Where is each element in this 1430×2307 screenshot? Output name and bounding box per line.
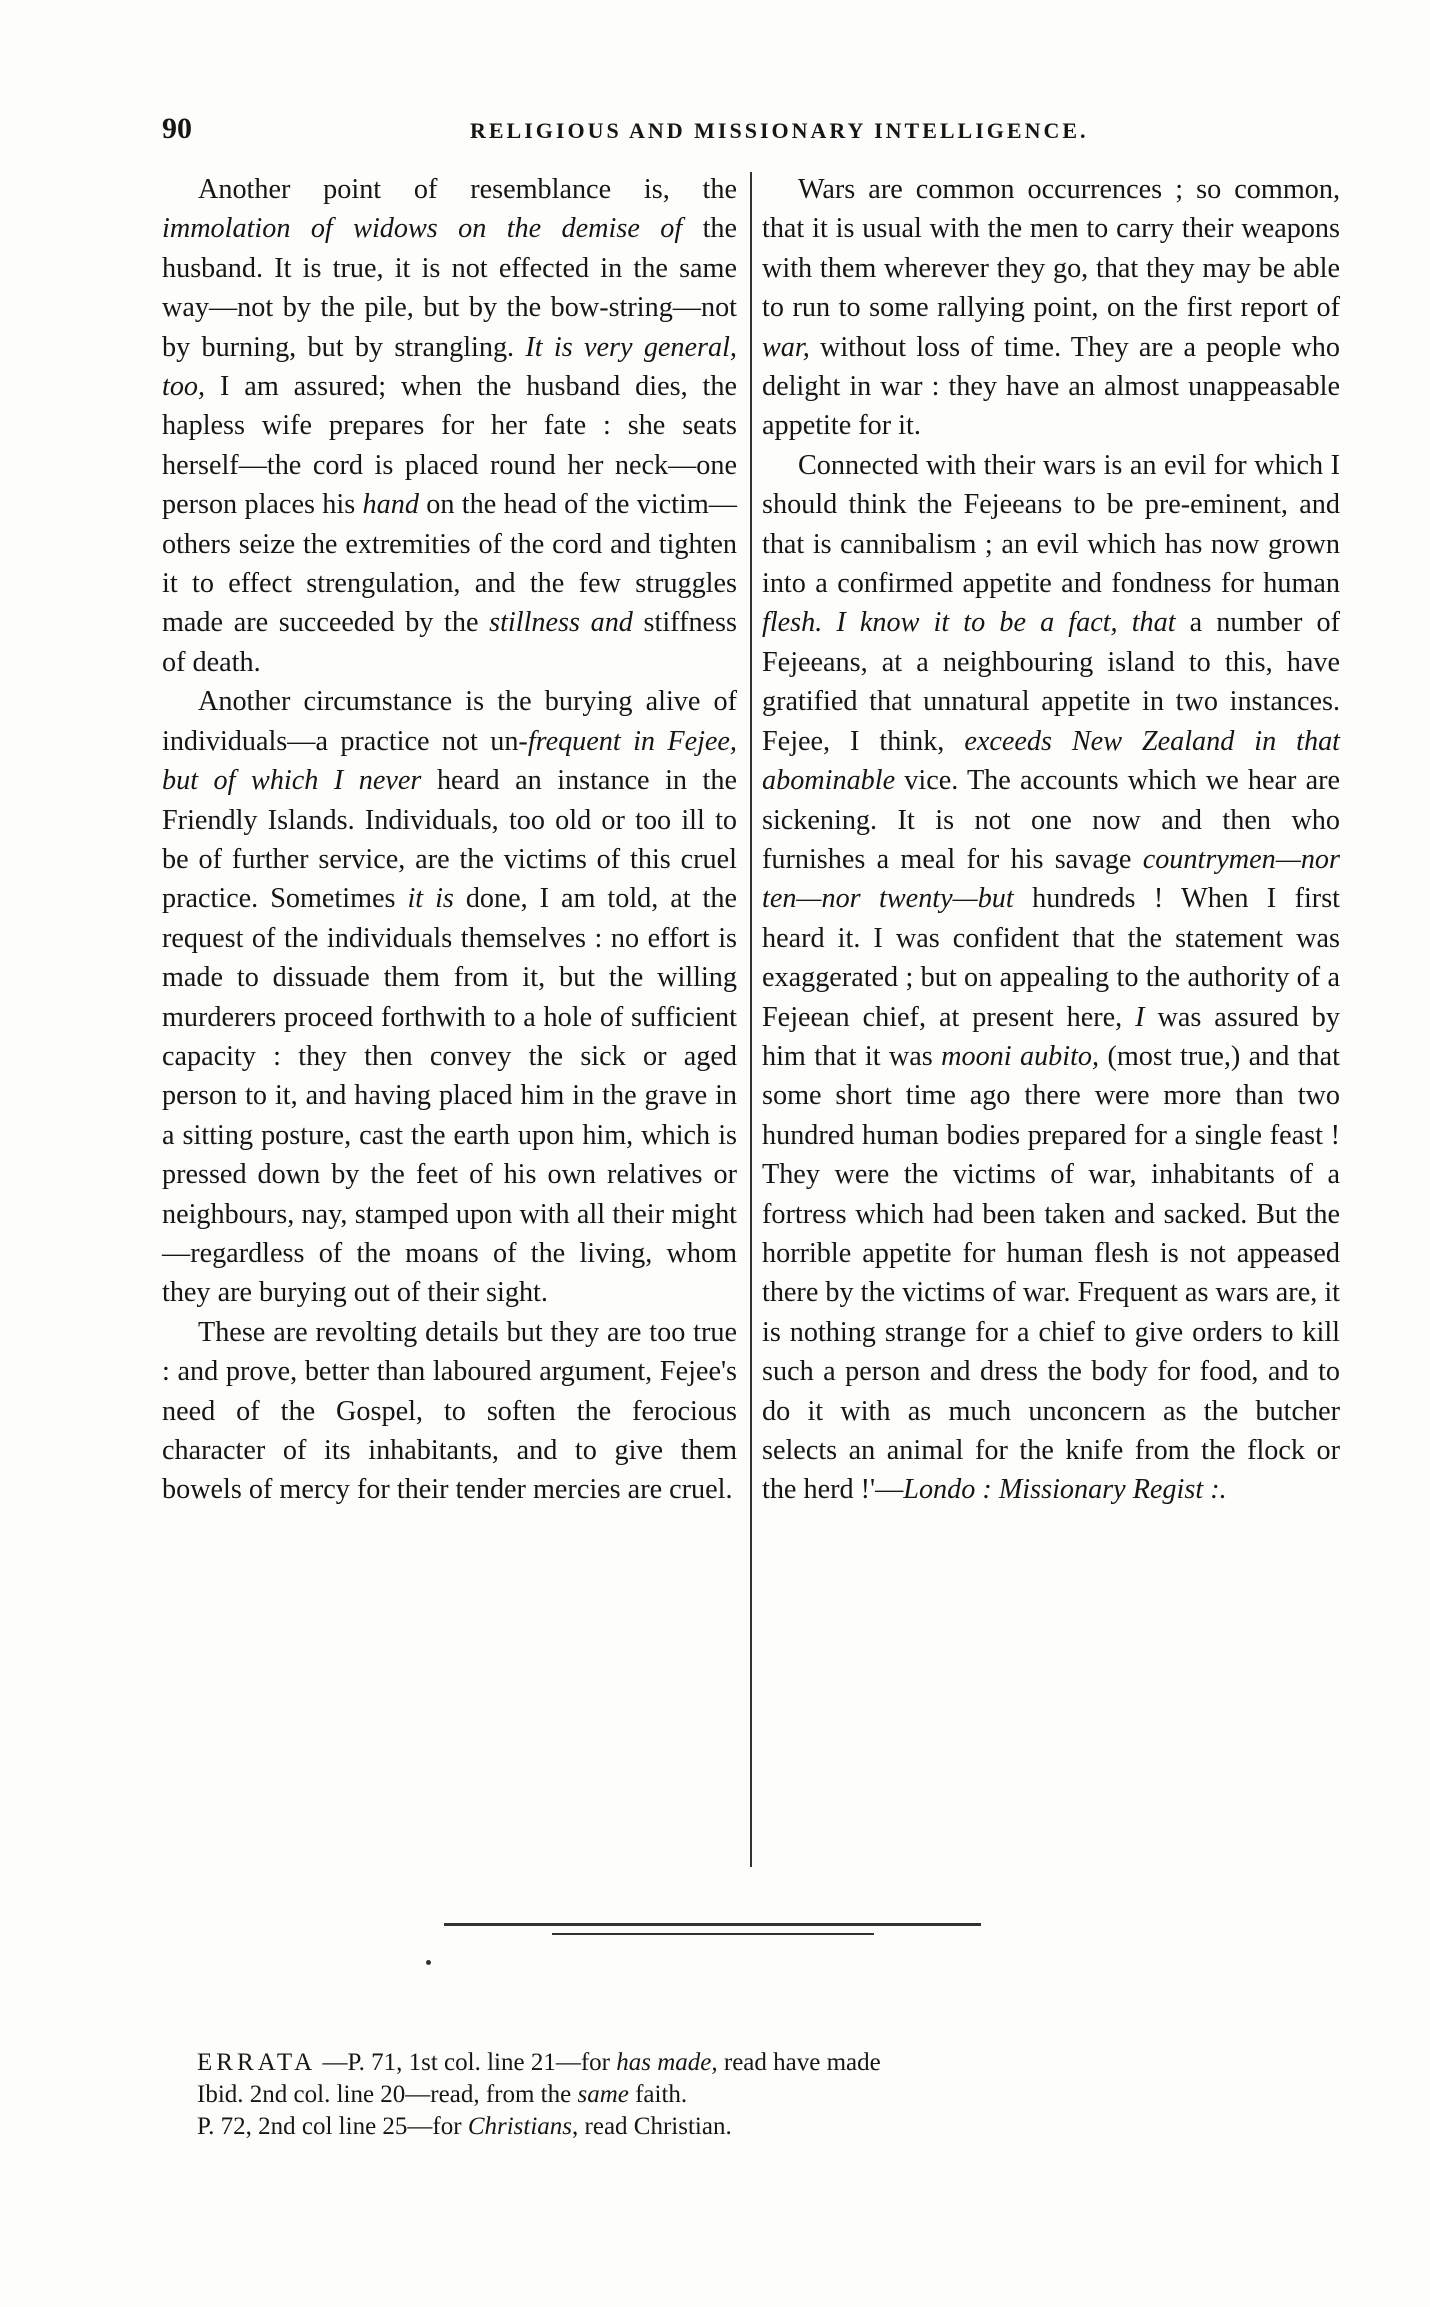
paragraph-burying-alive: Another circumstance is the burying alive of individuals—a practice not un-frequent in Fejee, but of which I never heard an instance in the Friendly Islands. Individuals, too old or too ill to be of further service, are the victims of this cruel practice. Sometimes it is done, I am told, at the request of the individuals themselves : no effort is made to dissuade them from it, but the willing murderers proceed forthwith to a hole of sufficient capacity : they then convey the sick or aged person to it, and having placed him in the grave in a sitting posture, cast the earth upon him, which is pressed down by the feet of his own relatives or neighbours, nay, stamped upon with all their might—regardless of the moans of the living, whom they are burying out of their sight. <box>162 686 737 1309</box>
errata-line: ERRATA —P. 71, 1st col. line 21—for has made, read have made <box>197 2049 881 2076</box>
paragraph-widows: Another point of resemblance is, the immolation of widows on the demise of the husband. It is true, it is not effected in the same way—not by the pile, but by the bow-string—not by burning, but by strangling. It is very general, too, I am assured; when the husband dies, the hapless wife prepares for her fate : she seats herself—the cord is placed round her neck—one person places his hand on the head of the victim—others seize the extremities of the cord and tighten it to effect strengulation, and the few struggles made are succeeded by the stillness and stiffness of death. <box>162 174 738 678</box>
paragraph-revolting-details: These are revolting details but they are too true : and prove, better than laboured argument, Fejee's need of the Gospel, to soften the ferocious character of its inhabitants, and to give them bowels of mercy for their tender mercies are cruel. <box>162 1316 737 1506</box>
left-column <box>162 170 737 1510</box>
paragraph-wars: Wars are common occurrences ; so common, that it is usual with the men to carry their weapons with them wherever they go, that they may be able to run to some rallying point, on the first report of war, without loss of time. They are a people who delight in war : they have an almost unappeasable appetite for it. <box>762 174 1340 442</box>
running-title: RELIGIOUS AND MISSIONARY INTELLIGENCE. <box>470 118 1089 143</box>
paragraph-cannibalism: Connected with their wars is an evil for which I should think the Fejeeans to be pre-eminent, and that is cannibalism ; an evil which has now grown into a confirmed appetite and fondness for human flesh. I know it to be a fact, that a number of Fejeeans, at a neighbouring island to this, have gratified that unnatural appetite in two instances. Fejee, I think, exceeds New Zealand in that abominable vice. The accounts which we hear are sickening. It is not one now and then who furnishes a meal for his savage countrymen—nor ten—nor twenty—but hundreds ! When I first heard it. I was confident that the statement was exaggerated ; but on appealing to the authority of a Fejeean chief, at present here, I was assured by him that it was mooni aubito, (most true,) and that some short time ago there were more than two hundred human bodies prepared for a single feast ! They were the victims of war, inhabitants of a fortress which had been taken and sacked. But the horrible appetite for human flesh is not appeased there by the victims of war. Frequent as wars are, it is nothing strange for a chief to give orders to kill such a person and dress the body for food, and to do it with as much unconcern as the butcher selects an animal for the knife from the flock or the herd !'—Londo : Missionary Regist :. <box>762 449 1340 1506</box>
page-header <box>0 112 1430 152</box>
errata-label: ERRATA <box>197 2049 317 2076</box>
errata-line: Ibid. 2nd col. line 20—read, from the same faith. <box>197 2081 688 2108</box>
errata-block <box>197 2047 1297 2143</box>
separator-rule <box>444 1923 981 1926</box>
column-divider <box>750 172 752 1867</box>
page-number: 90 <box>162 112 192 145</box>
right-column <box>762 170 1340 1510</box>
separator-rule-short <box>552 1933 874 1935</box>
errata-line: P. 72, 2nd col line 25—for Christians, read Christian. <box>197 2113 732 2140</box>
ornament-dot <box>426 1960 431 1965</box>
